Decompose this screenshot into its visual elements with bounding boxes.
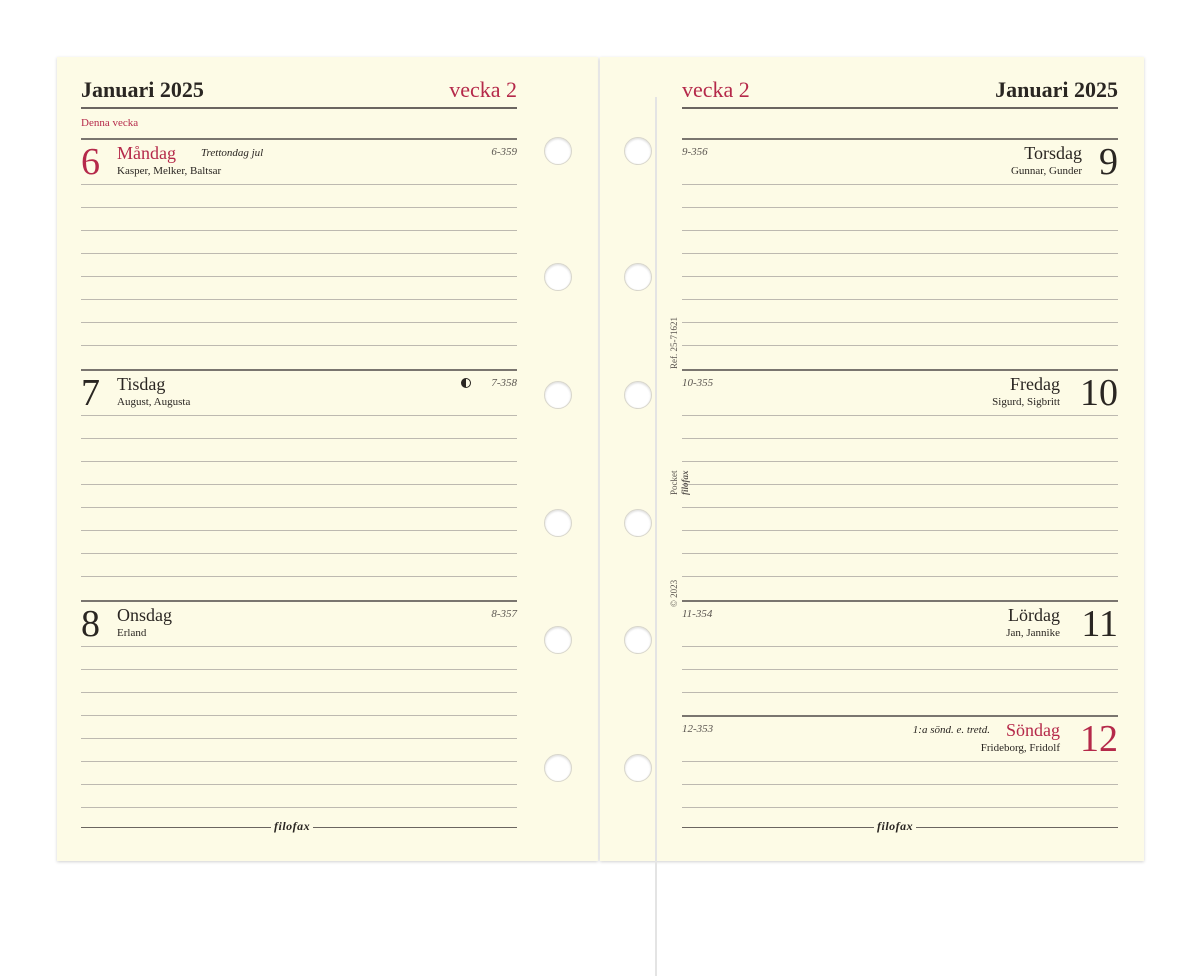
right-page xyxy=(600,57,1144,861)
writing-line xyxy=(682,322,1118,323)
writing-line xyxy=(81,299,517,300)
writing-line xyxy=(682,230,1118,231)
day-rule xyxy=(682,715,1118,717)
writing-line xyxy=(682,415,1118,416)
day-number: 9 xyxy=(1099,141,1118,183)
writing-line xyxy=(81,230,517,231)
writing-line xyxy=(81,576,517,577)
name-days: Jan, Jannike xyxy=(1006,627,1060,639)
writing-line xyxy=(682,507,1118,508)
day-block-sunday[interactable] xyxy=(682,715,1118,815)
name-days: Sigurd, Sigbritt xyxy=(992,396,1060,408)
holiday-label: Trettondag jul xyxy=(201,147,264,159)
month-title: Januari 2025 xyxy=(81,77,204,102)
left-page xyxy=(57,57,598,861)
day-rule xyxy=(81,600,517,602)
day-block-tuesday[interactable] xyxy=(81,369,517,599)
name-days: Gunnar, Gunder xyxy=(1010,165,1082,177)
day-of-year: 10-355 xyxy=(682,377,714,389)
first-quarter-moon-icon xyxy=(461,378,471,388)
writing-line xyxy=(81,184,517,185)
header-rule xyxy=(682,107,1118,109)
month-title: Januari 2025 xyxy=(995,77,1118,102)
writing-line xyxy=(682,807,1118,808)
writing-line xyxy=(682,692,1118,693)
ring-hole xyxy=(624,626,652,654)
writing-line xyxy=(81,530,517,531)
ring-hole xyxy=(624,137,652,165)
writing-line xyxy=(682,484,1118,485)
page-footer xyxy=(81,821,517,833)
day-name: Lördag xyxy=(1008,605,1060,625)
writing-line xyxy=(682,207,1118,208)
writing-line xyxy=(81,345,517,346)
day-name: Tisdag xyxy=(117,374,166,394)
writing-line xyxy=(682,784,1118,785)
day-of-year: 11-354 xyxy=(682,608,713,620)
week-label: vecka 2 xyxy=(682,77,750,102)
day-number: 10 xyxy=(1080,372,1118,414)
writing-line xyxy=(81,807,517,808)
footer-brand: filofax xyxy=(271,819,313,834)
holiday-label: 1:a sönd. e. tretd. xyxy=(912,724,990,736)
writing-line xyxy=(81,438,517,439)
day-block-thursday[interactable] xyxy=(682,138,1118,368)
header-rule xyxy=(81,107,517,109)
writing-line xyxy=(81,322,517,323)
page-gutter xyxy=(655,97,657,976)
day-number: 12 xyxy=(1080,718,1118,760)
spine-ref: Ref. 25-71621 xyxy=(669,317,679,369)
writing-line xyxy=(81,276,517,277)
day-number: 7 xyxy=(81,372,100,414)
day-name: Måndag xyxy=(117,143,176,163)
day-rule xyxy=(682,369,1118,371)
day-block-wednesday[interactable] xyxy=(81,600,517,815)
writing-line xyxy=(682,184,1118,185)
day-of-year: 7-358 xyxy=(491,377,517,389)
day-rule xyxy=(81,138,517,140)
day-rule xyxy=(682,600,1118,602)
this-week-label: Denna vecka xyxy=(81,117,139,129)
writing-line xyxy=(81,553,517,554)
writing-line xyxy=(81,761,517,762)
ring-hole xyxy=(544,626,572,654)
day-of-year: 6-359 xyxy=(491,146,517,158)
day-number: 8 xyxy=(81,603,100,645)
spine-brand: filofax xyxy=(680,470,690,495)
writing-line xyxy=(81,738,517,739)
footer-brand: filofax xyxy=(874,819,916,834)
writing-line xyxy=(81,646,517,647)
writing-line xyxy=(682,553,1118,554)
writing-line xyxy=(682,646,1118,647)
ring-hole xyxy=(624,509,652,537)
writing-line xyxy=(81,207,517,208)
left-header xyxy=(81,77,517,107)
writing-line xyxy=(81,461,517,462)
right-header xyxy=(682,77,1118,107)
writing-line xyxy=(81,669,517,670)
writing-line xyxy=(682,276,1118,277)
writing-line xyxy=(81,692,517,693)
ring-hole xyxy=(544,381,572,409)
writing-line xyxy=(682,669,1118,670)
writing-line xyxy=(682,761,1118,762)
writing-line xyxy=(81,253,517,254)
spine-copyright: © 2023 xyxy=(669,579,679,607)
day-of-year: 12-353 xyxy=(682,723,714,735)
writing-line xyxy=(682,461,1118,462)
page-footer xyxy=(682,821,1118,833)
ring-hole xyxy=(624,263,652,291)
day-of-year: 8-357 xyxy=(491,608,517,620)
day-block-monday[interactable] xyxy=(81,138,517,368)
day-block-saturday[interactable] xyxy=(682,600,1118,714)
writing-line xyxy=(81,415,517,416)
day-number: 6 xyxy=(81,141,100,183)
ring-hole xyxy=(544,137,572,165)
day-name: Fredag xyxy=(1010,374,1060,394)
writing-line xyxy=(81,784,517,785)
name-days: Kasper, Melker, Baltsar xyxy=(117,165,222,177)
day-rule xyxy=(81,369,517,371)
day-number: 11 xyxy=(1081,603,1118,645)
week-label: vecka 2 xyxy=(449,77,517,102)
writing-line xyxy=(682,438,1118,439)
writing-line xyxy=(81,715,517,716)
day-name: Torsdag xyxy=(1024,143,1082,163)
day-name: Onsdag xyxy=(117,605,172,625)
writing-line xyxy=(682,253,1118,254)
name-days: Erland xyxy=(117,627,147,639)
writing-line xyxy=(81,507,517,508)
writing-line xyxy=(682,345,1118,346)
ring-hole xyxy=(624,754,652,782)
ring-hole xyxy=(544,754,572,782)
name-days: Frideborg, Fridolf xyxy=(980,742,1060,754)
ring-hole xyxy=(544,509,572,537)
planner-spread xyxy=(57,57,1144,861)
name-days: August, Augusta xyxy=(117,396,191,408)
day-of-year: 9-356 xyxy=(682,146,708,158)
day-name: Söndag xyxy=(1006,720,1060,740)
ring-hole xyxy=(624,381,652,409)
spine-size: Pocket xyxy=(669,470,679,495)
writing-line xyxy=(682,530,1118,531)
day-rule xyxy=(682,138,1118,140)
writing-line xyxy=(81,484,517,485)
ring-hole xyxy=(544,263,572,291)
writing-line xyxy=(682,576,1118,577)
writing-line xyxy=(682,299,1118,300)
day-block-friday[interactable] xyxy=(682,369,1118,599)
